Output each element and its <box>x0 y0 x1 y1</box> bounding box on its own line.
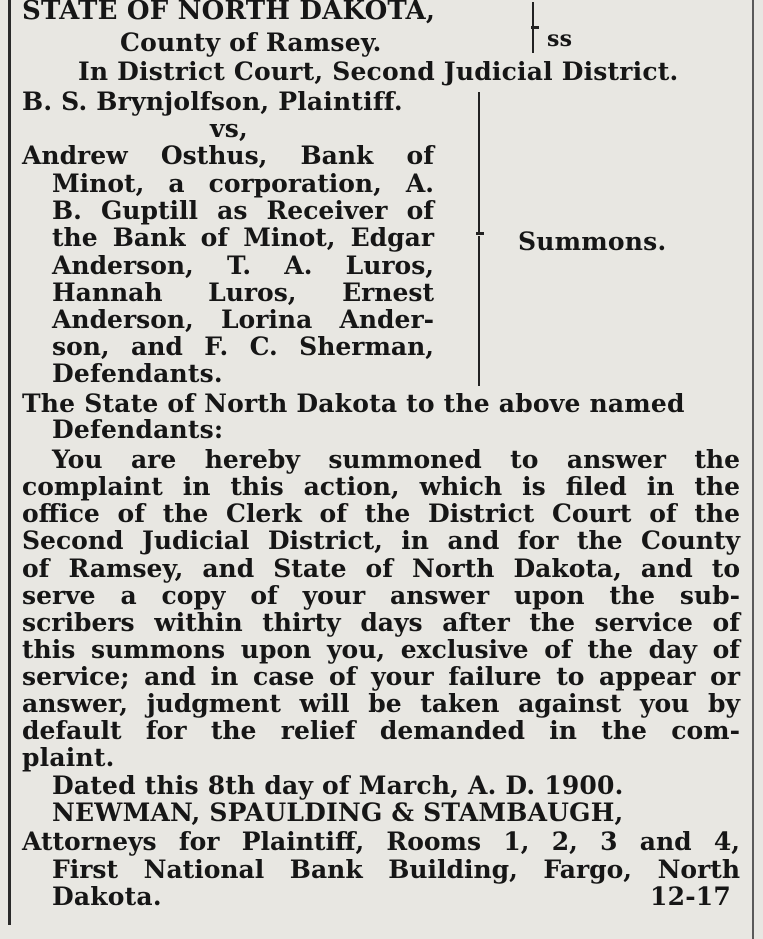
body-line: You are hereby summoned to answer the <box>52 445 740 474</box>
body-line: scribers within thirty days after the service of <box>22 608 740 637</box>
court-heading: In District Court, Second Judicial District. <box>78 57 679 86</box>
firm-name: NEWMAN, SPAULDING & STAMBAUGH, <box>52 798 624 827</box>
attorneys-line: Attorneys for Plaintiff, Rooms 1, 2, 3 and 4, <box>22 827 740 856</box>
body-line: office of the Clerk of the District Court of the <box>22 499 740 528</box>
defendant-line: Hannah Luros, Ernest <box>52 278 434 307</box>
body-line: default for the relief demanded in the com- <box>22 716 740 745</box>
body-line: service; and in case of your failure to appear or <box>22 662 740 691</box>
body-line: serve a copy of your answer upon the sub- <box>22 581 740 610</box>
ss-label: ss <box>547 26 573 52</box>
notice-code: 12-17 <box>650 882 731 911</box>
dated-line: Dated this 8th day of March, A. D. 1900. <box>52 771 624 800</box>
defendant-line: B. Guptill as Receiver of <box>52 196 434 225</box>
state-heading: STATE OF NORTH DAKOTA, <box>22 0 436 26</box>
summons-label: Summons. <box>518 227 667 256</box>
address-line: Defendants: <box>52 415 224 444</box>
defendant-line: son, and F. C. Sherman, <box>52 332 434 361</box>
left-column-rule <box>8 0 11 925</box>
body-line: of Ramsey, and State of North Dakota, and to <box>22 554 740 583</box>
body-line: answer, judgment will be taken against you by <box>22 689 740 718</box>
defendant-line: Defendants. <box>52 359 223 388</box>
body-line: complaint in this action, which is filed in the <box>22 472 740 501</box>
address-line: The State of North Dakota to the above named <box>22 389 685 418</box>
body-line: Second Judicial District, in and for the County <box>22 526 740 555</box>
county-heading: County of Ramsey. <box>120 28 382 57</box>
defendant-line: Minot, a corporation, A. <box>52 169 434 198</box>
body-line: this summons upon you, exclusive of the day of <box>22 635 740 664</box>
plaintiff-line: B. S. Brynjolfson, Plaintiff. <box>22 87 403 116</box>
attorneys-line: Dakota. <box>52 882 162 911</box>
defendant-line: the Bank of Minot, Edgar <box>52 223 434 252</box>
body-line: plaint. <box>22 743 115 772</box>
defendant-line: Andrew Osthus, Bank of <box>22 141 434 170</box>
defendant-line: Anderson, T. A. Luros, <box>52 251 434 280</box>
versus-line: vs, <box>210 114 248 143</box>
attorneys-line: First National Bank Building, Fargo, North <box>52 855 740 884</box>
defendant-line: Anderson, Lorina Ander- <box>52 305 434 334</box>
right-column-rule <box>752 0 754 939</box>
